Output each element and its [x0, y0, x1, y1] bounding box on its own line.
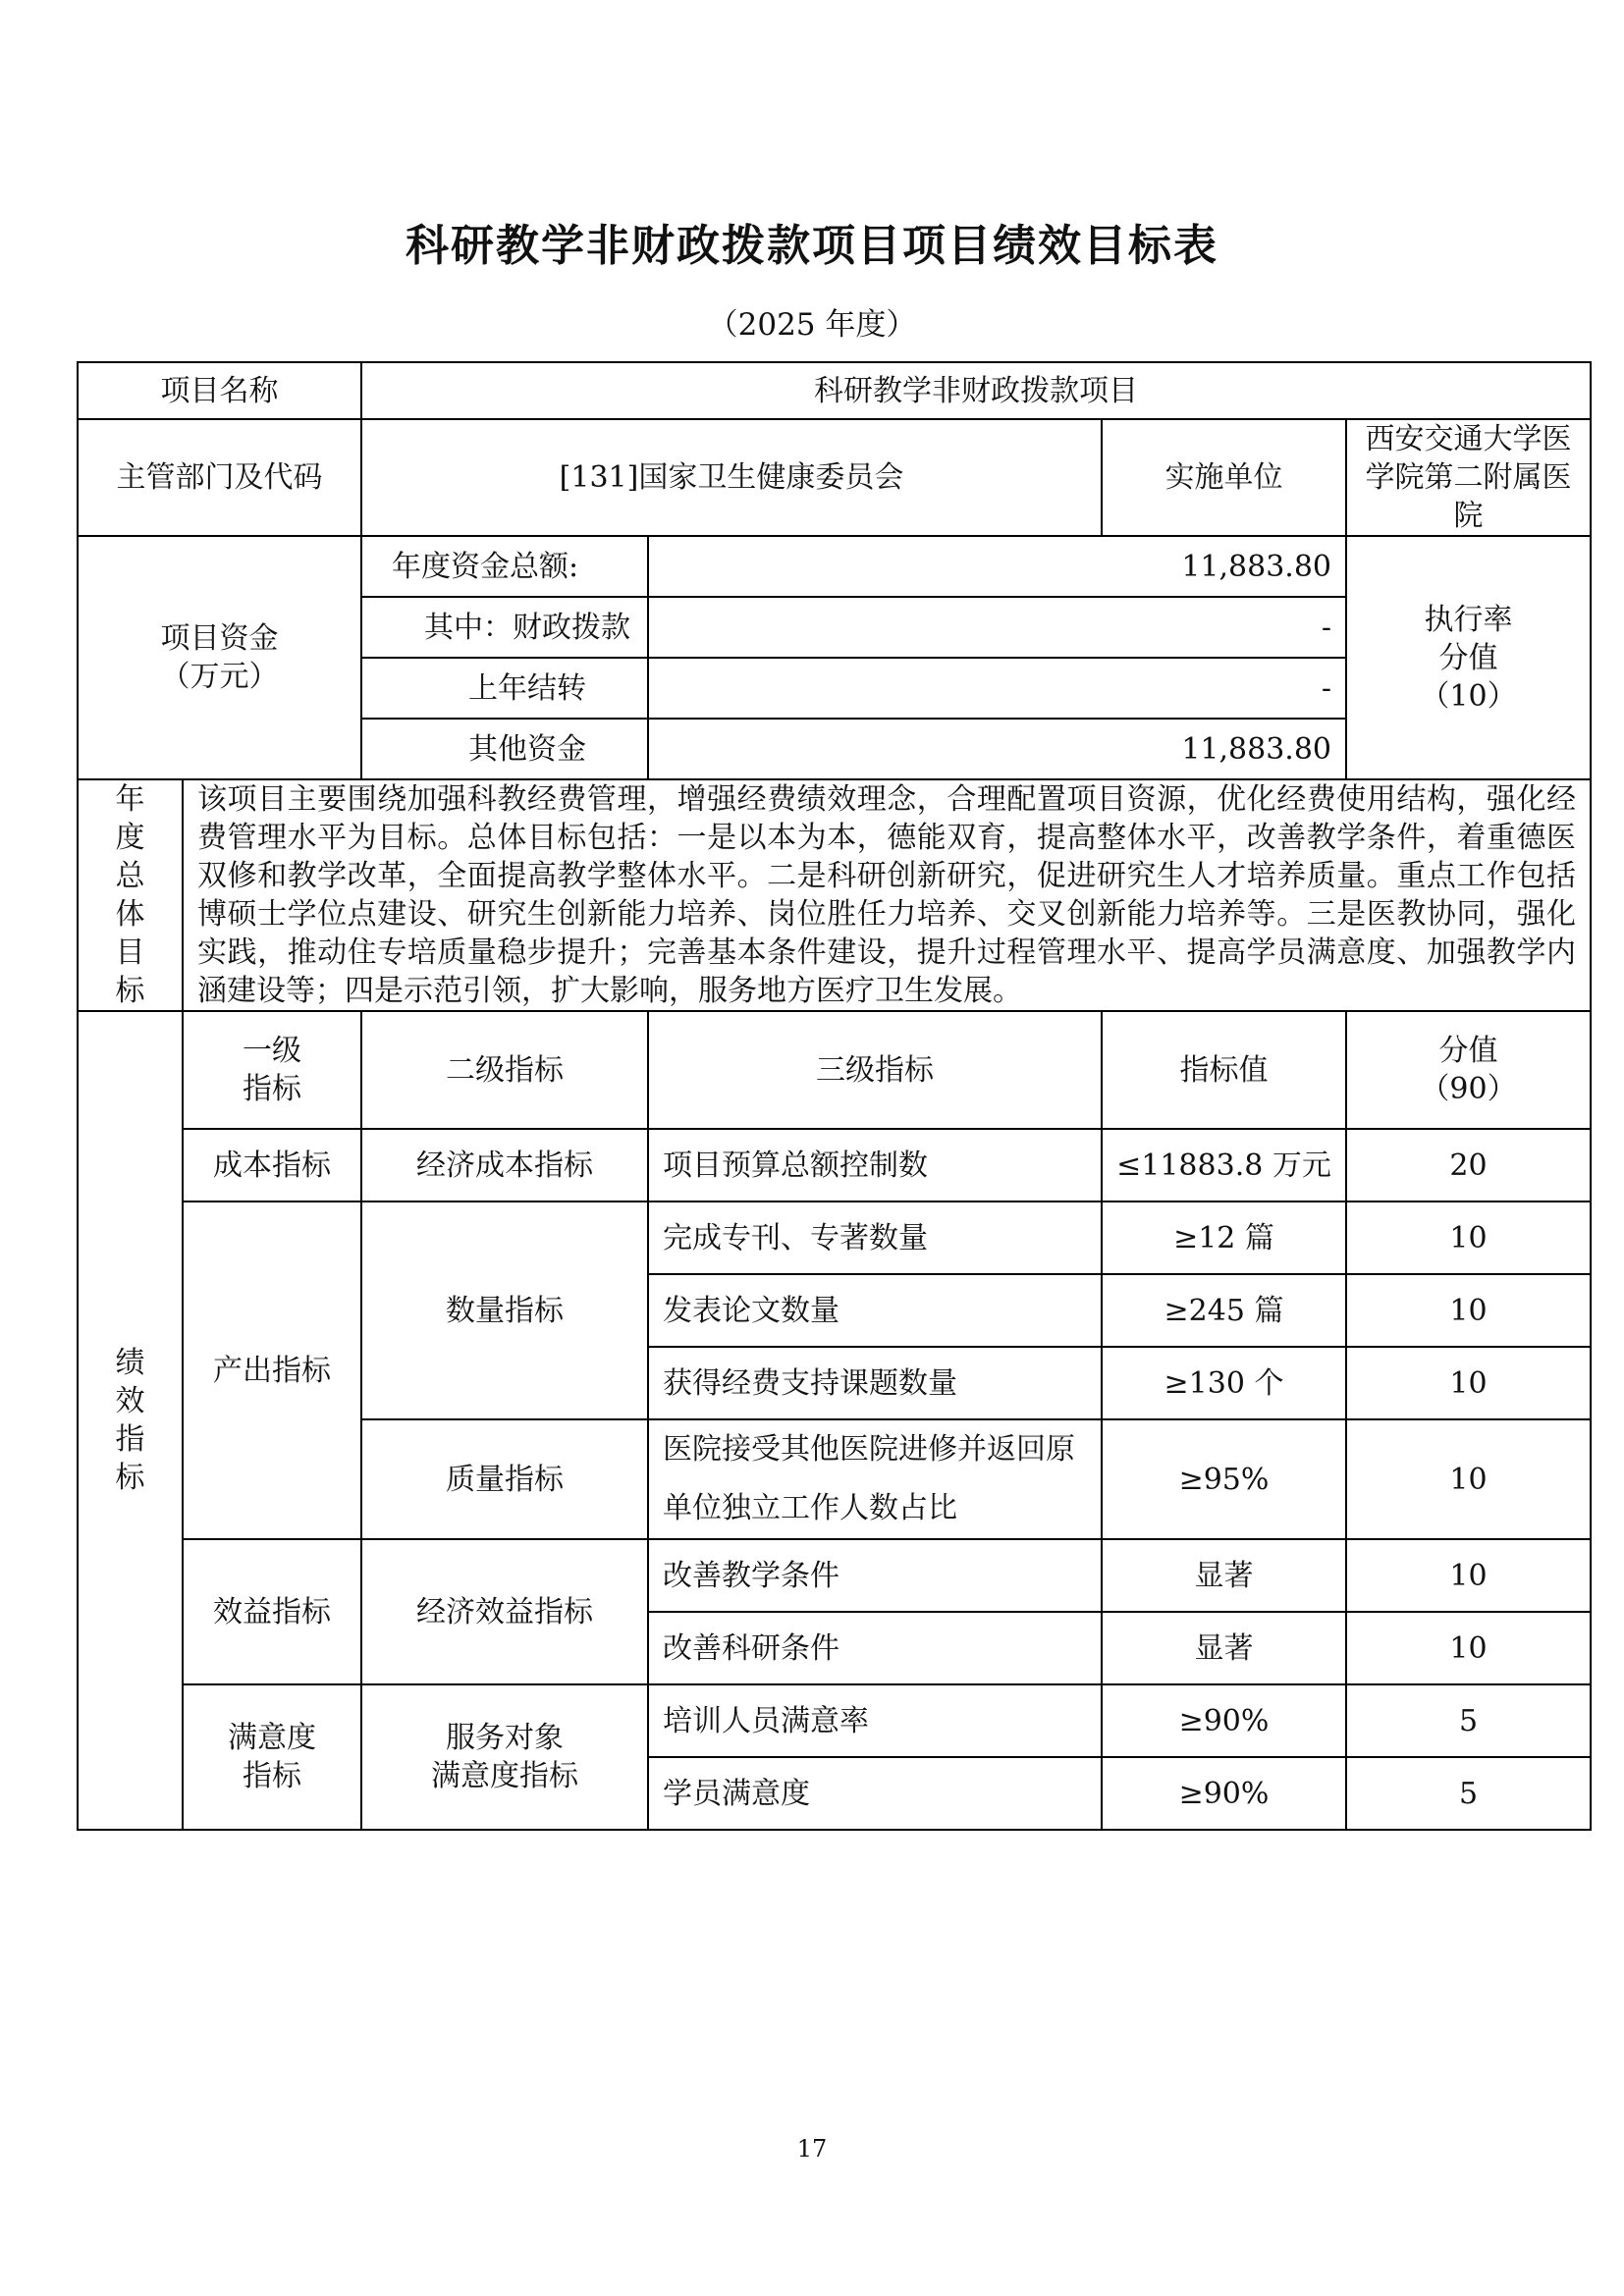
indicator-value: ≥130 个 — [1102, 1347, 1346, 1419]
document-subtitle: （2025 年度） — [707, 307, 917, 343]
indicator-level3: 发表论文数量 — [648, 1274, 1102, 1347]
header-score — [1346, 1011, 1591, 1129]
indicator-value: ≥90% — [1102, 1757, 1346, 1830]
cost-level2: 经济成本指标 — [361, 1129, 648, 1201]
document-title: 科研教学非财政拨款项目项目绩效目标表 — [406, 221, 1218, 271]
label-char: 绩 — [115, 1346, 145, 1380]
performance-indicators-label — [78, 1011, 183, 1830]
project-name-label: 项目名称 — [78, 362, 361, 419]
quantity-level2: 数量指标 — [361, 1201, 648, 1419]
project-name-value: 科研教学非财政拨款项目 — [361, 362, 1591, 419]
indicator-level3: 培训人员满意率 — [648, 1684, 1102, 1757]
execution-rate-label — [1346, 536, 1591, 779]
indicator-level3: 获得经费支持课题数量 — [648, 1347, 1102, 1419]
header-level3: 三级指标 — [648, 1011, 1102, 1129]
quality-score: 10 — [1346, 1419, 1591, 1539]
header-level1 — [183, 1011, 361, 1129]
indicator-score: 10 — [1346, 1612, 1591, 1684]
label-char: 度 — [115, 821, 145, 855]
label-char: 体 — [115, 897, 145, 932]
funds-value: 11,883.80 — [648, 719, 1346, 779]
output-row — [78, 1201, 1591, 1274]
satisfaction-level2 — [361, 1684, 648, 1830]
header-level1-line1: 一级 — [243, 1034, 301, 1068]
quality-value: ≥95% — [1102, 1419, 1346, 1539]
cost-level3: 项目预算总额控制数 — [648, 1129, 1102, 1201]
satisfaction-level1-line2: 指标 — [243, 1759, 301, 1793]
indicator-score: 10 — [1346, 1201, 1591, 1274]
page-number: 17 — [796, 2135, 828, 2163]
satisfaction-level2-line2: 满意度指标 — [431, 1759, 578, 1793]
department-label: 主管部门及代码 — [78, 419, 361, 536]
indicator-value: ≥12 篇 — [1102, 1201, 1346, 1274]
header-level2: 二级指标 — [361, 1011, 648, 1129]
implementing-unit-label: 实施单位 — [1102, 419, 1346, 536]
label-char: 目 — [115, 935, 145, 970]
indicator-score: 5 — [1346, 1757, 1591, 1830]
header-level1-line2: 指标 — [243, 1072, 301, 1106]
indicator-value: 显著 — [1102, 1539, 1346, 1612]
performance-target-table — [77, 361, 1592, 1831]
indicator-level3: 改善教学条件 — [648, 1539, 1102, 1612]
label-char: 年 — [115, 782, 145, 817]
benefit-level1: 效益指标 — [183, 1539, 361, 1684]
project-name-row — [78, 362, 1591, 419]
quality-level3 — [648, 1419, 1102, 1539]
department-value: [131]国家卫生健康委员会 — [361, 419, 1102, 536]
funds-row-total — [78, 536, 1591, 597]
indicator-score: 10 — [1346, 1539, 1591, 1612]
benefit-level2: 经济效益指标 — [361, 1539, 648, 1684]
funds-label: 其他资金 — [361, 719, 648, 779]
execution-rate-line1: 执行率 — [1424, 602, 1513, 637]
indicator-score: 10 — [1346, 1274, 1591, 1347]
funds-value: - — [648, 658, 1346, 719]
quality-level2: 质量指标 — [361, 1419, 648, 1539]
project-funds-label-line1: 项目资金 — [160, 621, 279, 656]
label-char: 标 — [115, 974, 145, 1008]
annual-goal-text: 该项目主要围绕加强科教经费管理，增强经费绩效理念，合理配置项目资源，优化经费使用结构，强化经费管理水平为目标。总体目标包括：一是以本为本，德能双育，提高整体水平，改善教学条件，着重德医双修和教学改革，全面提高教学整体水平。二是科研创新研究，促进研究生人才培养质量。重点工作包括博硕士学位点建设、研究生创新能力培养、岗位胜任力培养、交叉创新能力培养等。三是医教协同，强化实践，推动住专培质量稳步提升；完善基本条件建设，提升过程管理水平、提高学员满意度、加强教学内涵建设等；四是示范引领，扩大影响，服务地方医疗卫生发展。 — [183, 779, 1591, 1011]
cost-indicator-row — [78, 1129, 1591, 1201]
department-row — [78, 419, 1591, 536]
satisfaction-level1 — [183, 1684, 361, 1830]
performance-header-row — [78, 1011, 1591, 1129]
label-char: 总 — [115, 859, 145, 893]
execution-rate-line2: 分值 — [1438, 640, 1498, 675]
indicator-level3: 改善科研条件 — [648, 1612, 1102, 1684]
funds-value: 11,883.80 — [648, 536, 1346, 597]
benefit-row — [78, 1539, 1591, 1612]
implementing-unit-value: 西安交通大学医学院第二附属医院 — [1346, 419, 1591, 536]
execution-rate-line3: （10） — [1420, 678, 1517, 714]
output-level1: 产出指标 — [183, 1201, 361, 1539]
cost-value: ≤11883.8 万元 — [1102, 1129, 1346, 1201]
satisfaction-row — [78, 1684, 1591, 1757]
indicator-value: 显著 — [1102, 1612, 1346, 1684]
satisfaction-level2-line1: 服务对象 — [446, 1721, 564, 1755]
funds-label: 其中：财政拨款 — [361, 597, 648, 658]
indicator-score: 5 — [1346, 1684, 1591, 1757]
indicator-level3: 学员满意度 — [648, 1757, 1102, 1830]
quality-level3-line2: 单位独立工作人数占比 — [663, 1491, 957, 1525]
indicator-value: ≥245 篇 — [1102, 1274, 1346, 1347]
annual-goal-label — [78, 779, 183, 1011]
header-score-line1: 分值 — [1438, 1034, 1498, 1068]
project-funds-label-line2: （万元） — [160, 660, 279, 694]
funds-value: - — [648, 597, 1346, 658]
quality-level3-line1: 医院接受其他医院进修并返回原 — [663, 1432, 1075, 1467]
header-score-line2: （90） — [1420, 1072, 1517, 1106]
satisfaction-level1-line1: 满意度 — [228, 1721, 316, 1755]
funds-label: 上年结转 — [361, 658, 648, 719]
label-char: 指 — [115, 1422, 145, 1457]
label-char: 标 — [115, 1461, 145, 1495]
indicator-score: 10 — [1346, 1347, 1591, 1419]
cost-level1: 成本指标 — [183, 1129, 361, 1201]
label-char: 效 — [115, 1384, 145, 1418]
header-value: 指标值 — [1102, 1011, 1346, 1129]
indicator-level3: 完成专刊、专著数量 — [648, 1201, 1102, 1274]
indicator-value: ≥90% — [1102, 1684, 1346, 1757]
project-funds-label — [78, 536, 361, 779]
annual-goal-row — [78, 779, 1591, 1011]
cost-score: 20 — [1346, 1129, 1591, 1201]
funds-label: 年度资金总额: — [361, 536, 648, 597]
